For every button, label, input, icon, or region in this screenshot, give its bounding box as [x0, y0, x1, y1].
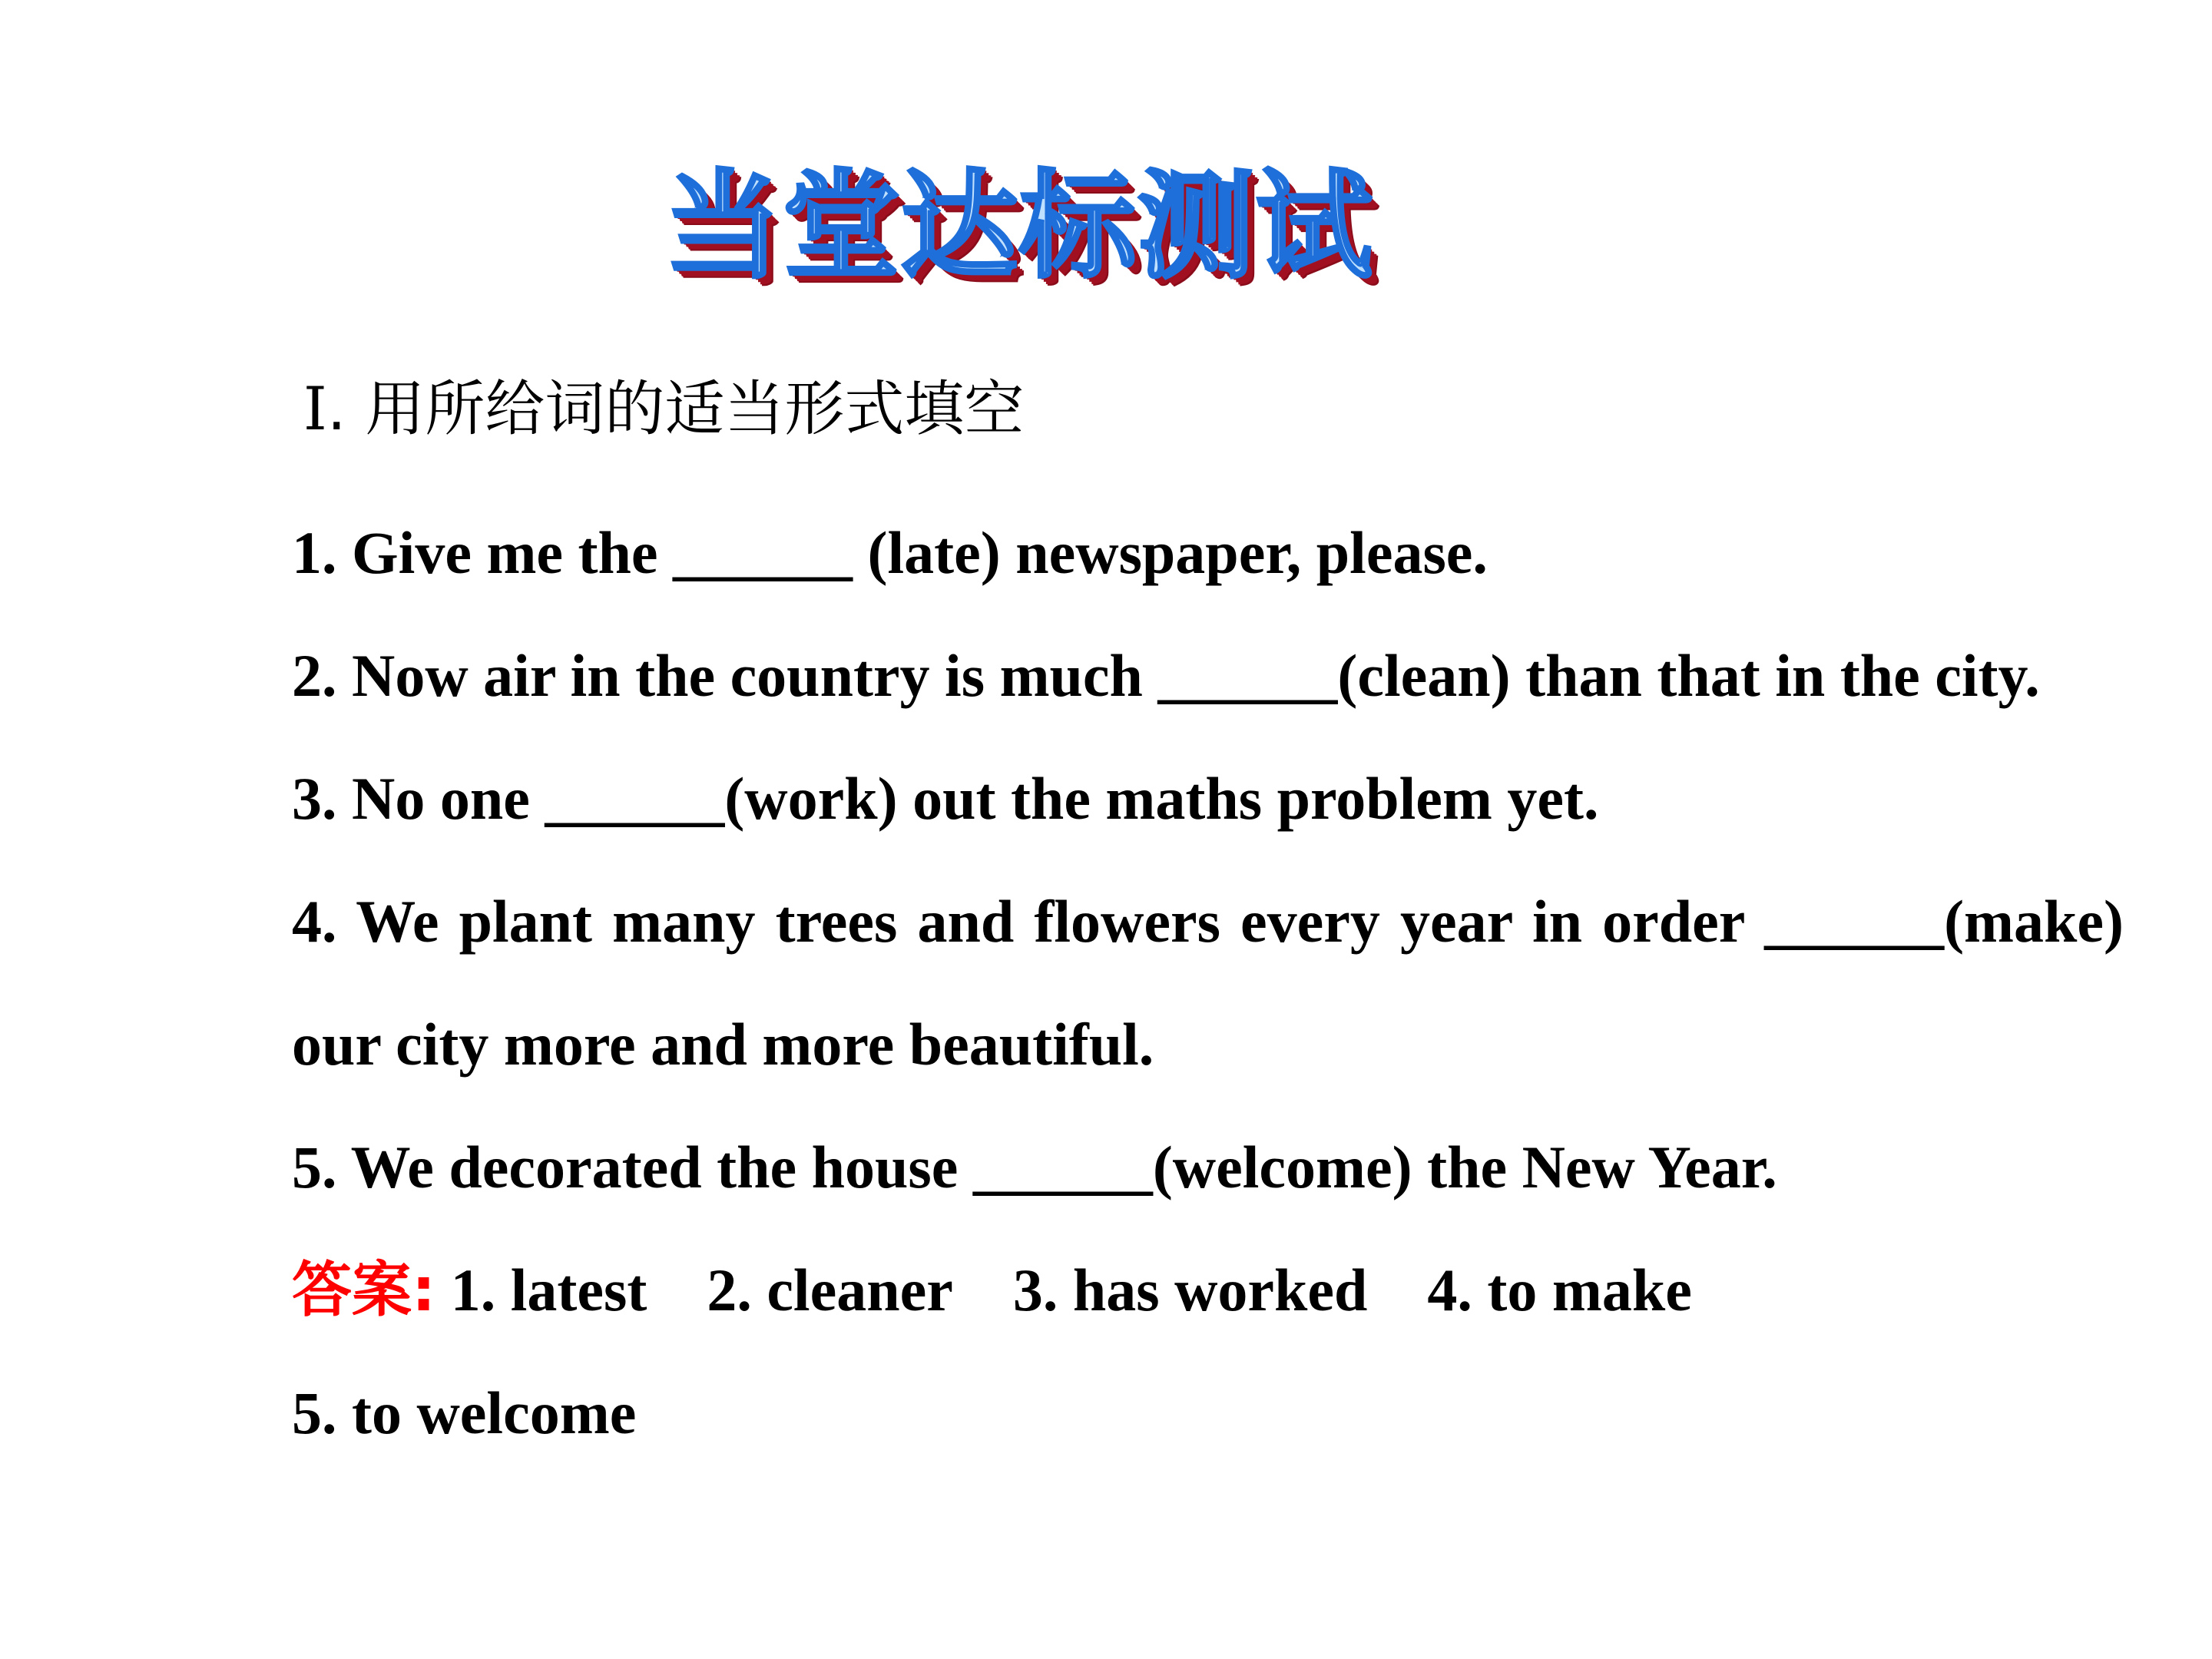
question-1: 1. Give me the ______ (late) newspaper, please. [292, 519, 1488, 586]
answer-line [292, 1229, 2124, 1352]
question-3: 3. No one ______(work) out the maths problem yet. [292, 765, 1599, 832]
answer-item: 5. to welcome [292, 1379, 637, 1446]
section-heading-text: . 用所给词的适当形式填空 [326, 375, 1025, 444]
section-heading [303, 367, 1024, 452]
slide-title: 当堂达标测试 [664, 158, 1374, 294]
answer-line-2 [292, 1352, 2124, 1475]
answer-item: 1. latest [450, 1257, 647, 1323]
answer-item: 4. to make [1427, 1257, 1692, 1323]
question-2: 2. Now air in the country is much ______(clean) than that in the city. [292, 642, 2040, 709]
question-5: 5. We decorated the house ______(welcome) the New Year. [292, 1134, 1777, 1200]
answer-item: 2. cleaner [707, 1257, 953, 1323]
answer-label: 答案: [292, 1256, 436, 1325]
section-numeral: Ⅰ [303, 376, 327, 442]
question-4: 4. We plant many trees and flowers every year in order ______(make) our city more and more beautiful. [292, 888, 2124, 1078]
exercise-content [292, 492, 2124, 1475]
answer-item: 3. has worked [1012, 1257, 1368, 1323]
